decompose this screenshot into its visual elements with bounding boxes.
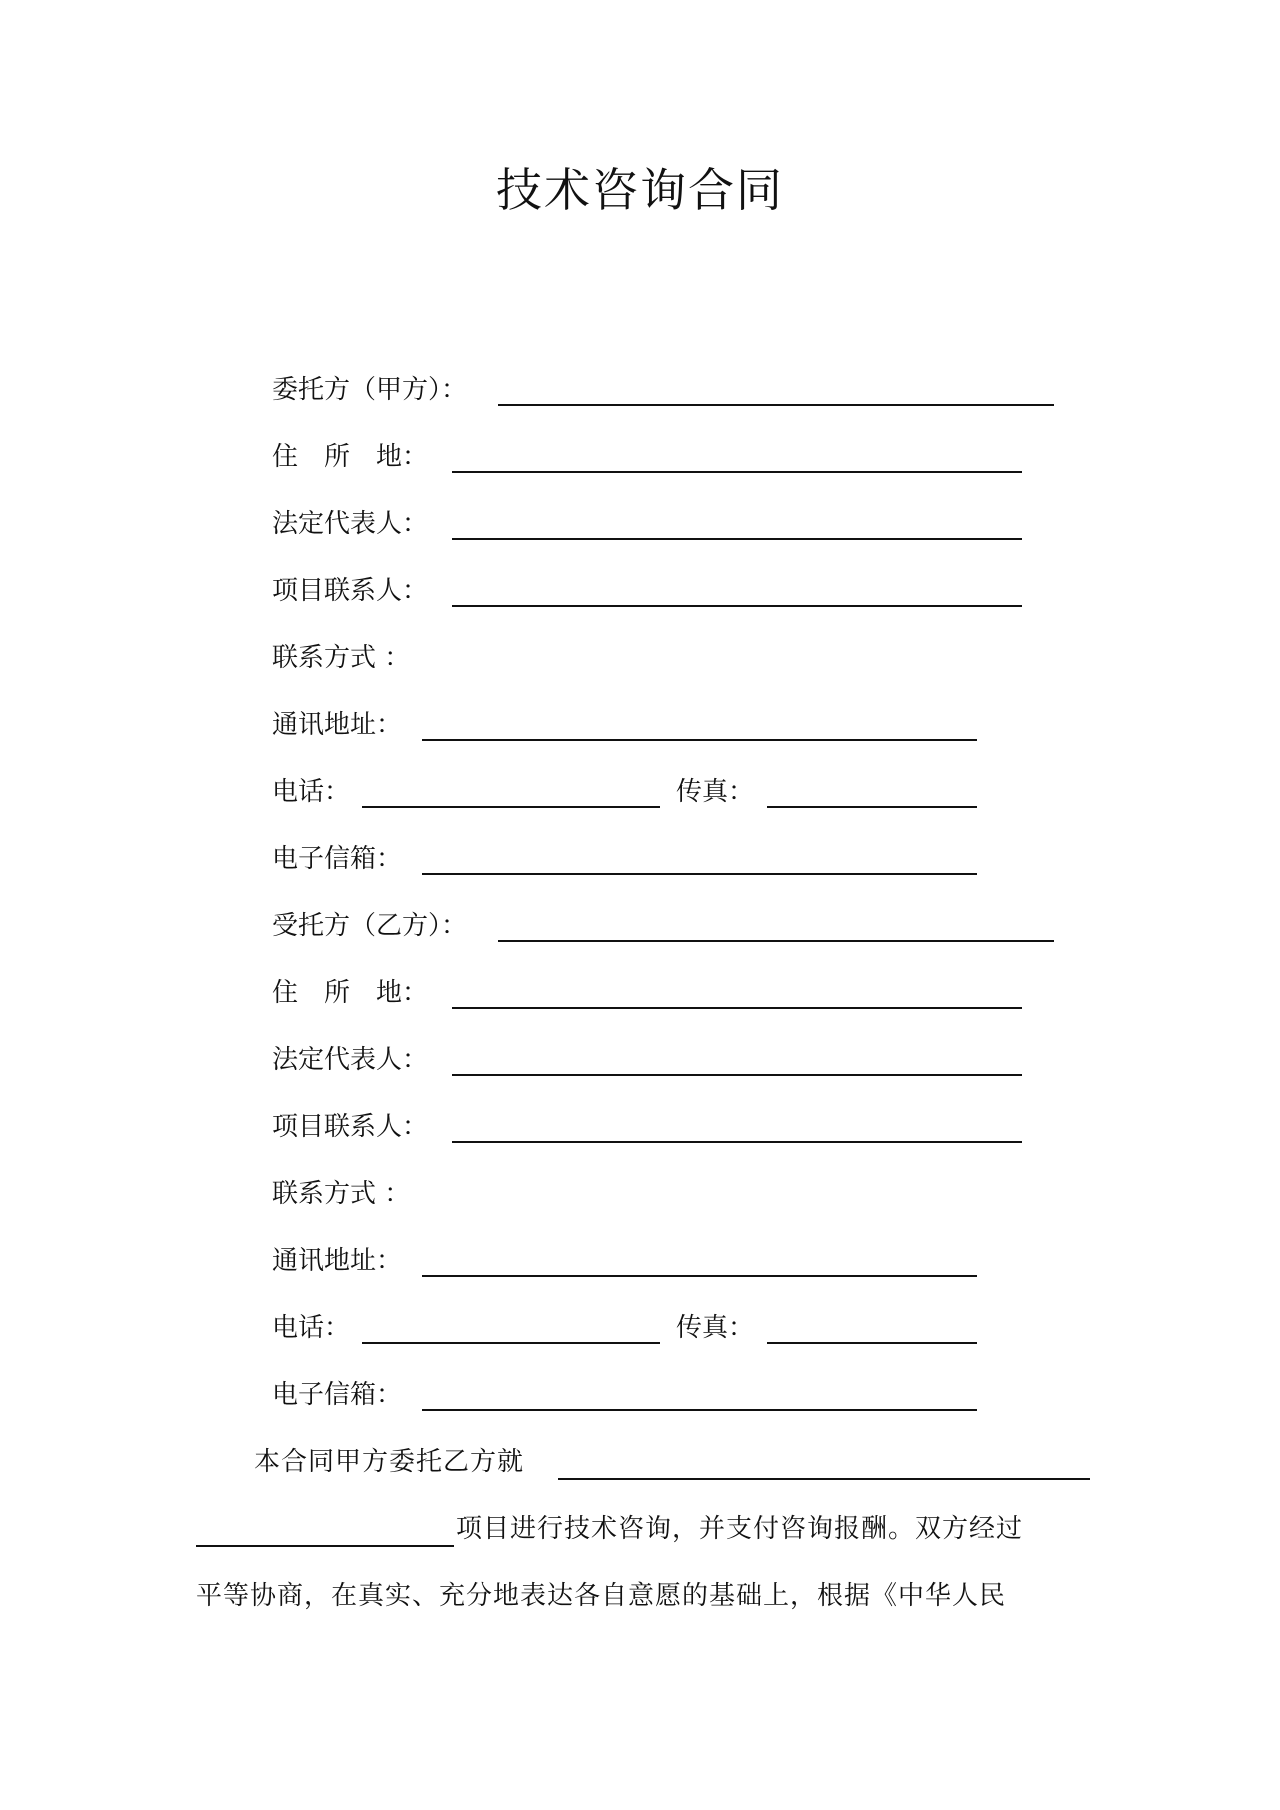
- party-a-project-contact-field[interactable]: [452, 605, 1022, 607]
- party-b-mailing-address-label: 通讯地址：: [272, 1246, 403, 1276]
- party-b-heading-label: 受托方（乙方）：: [272, 911, 468, 941]
- party-a-project-contact-label: 项目联系人：: [272, 576, 429, 606]
- party-b-project-contact-label: 项目联系人：: [272, 1112, 429, 1142]
- party-a-name-field[interactable]: [498, 404, 1054, 406]
- party-b-phone-fax-row: [272, 1308, 992, 1348]
- preamble-line-3: 平等协商，在真实、充分地表达各自意愿的基础上，根据《中华人民: [196, 1581, 1007, 1611]
- party-a-contact-method-label: 联系方式 ：: [272, 643, 411, 673]
- party-a-mailing-address-label: 通讯地址：: [272, 710, 403, 740]
- party-b-project-contact-field[interactable]: [452, 1141, 1022, 1143]
- party-b-address-field[interactable]: [452, 1007, 1022, 1009]
- party-a-address-field[interactable]: [452, 471, 1022, 473]
- document-title: 技术咨询合同: [496, 163, 784, 217]
- preamble-line-2: 项目进行技术咨询，并支付咨询报酬。双方经过: [456, 1514, 1024, 1544]
- preamble-line-1: 本合同甲方委托乙方就: [254, 1447, 525, 1477]
- party-b-legal-rep-label: 法定代表人：: [272, 1045, 429, 1075]
- party-a-email-field[interactable]: [422, 873, 977, 875]
- party-b-fax-label: 传真：: [676, 1313, 755, 1343]
- party-b-email-field[interactable]: [422, 1409, 977, 1411]
- party-a-fax-label: 传真：: [676, 777, 755, 807]
- party-a-mailing-address-field[interactable]: [422, 739, 977, 741]
- party-b-fax-field[interactable]: [767, 1342, 977, 1344]
- party-a-phone-label: 电话：: [272, 777, 351, 807]
- party-b-phone-field[interactable]: [362, 1342, 660, 1344]
- party-a-address-label: 住 所 地：: [272, 442, 429, 472]
- party-a-legal-rep-field[interactable]: [452, 538, 1022, 540]
- party-b-legal-rep-field[interactable]: [452, 1074, 1022, 1076]
- party-b-name-field[interactable]: [498, 940, 1054, 942]
- party-a-phone-field[interactable]: [362, 806, 660, 808]
- party-a-email-label: 电子信箱：: [272, 844, 403, 874]
- party-b-email-label: 电子信箱：: [272, 1380, 403, 1410]
- project-name-field-part-1[interactable]: [558, 1478, 1090, 1480]
- party-a-fax-field[interactable]: [767, 806, 977, 808]
- party-b-address-label: 住 所 地：: [272, 978, 429, 1008]
- party-a-legal-rep-label: 法定代表人：: [272, 509, 429, 539]
- party-a-phone-fax-row: [272, 772, 992, 812]
- party-a-heading-label: 委托方（甲方）：: [272, 375, 468, 405]
- party-b-phone-label: 电话：: [272, 1313, 351, 1343]
- project-name-field-part-2[interactable]: [196, 1545, 454, 1547]
- party-b-mailing-address-field[interactable]: [422, 1275, 977, 1277]
- party-b-contact-method-label: 联系方式 ：: [272, 1179, 411, 1209]
